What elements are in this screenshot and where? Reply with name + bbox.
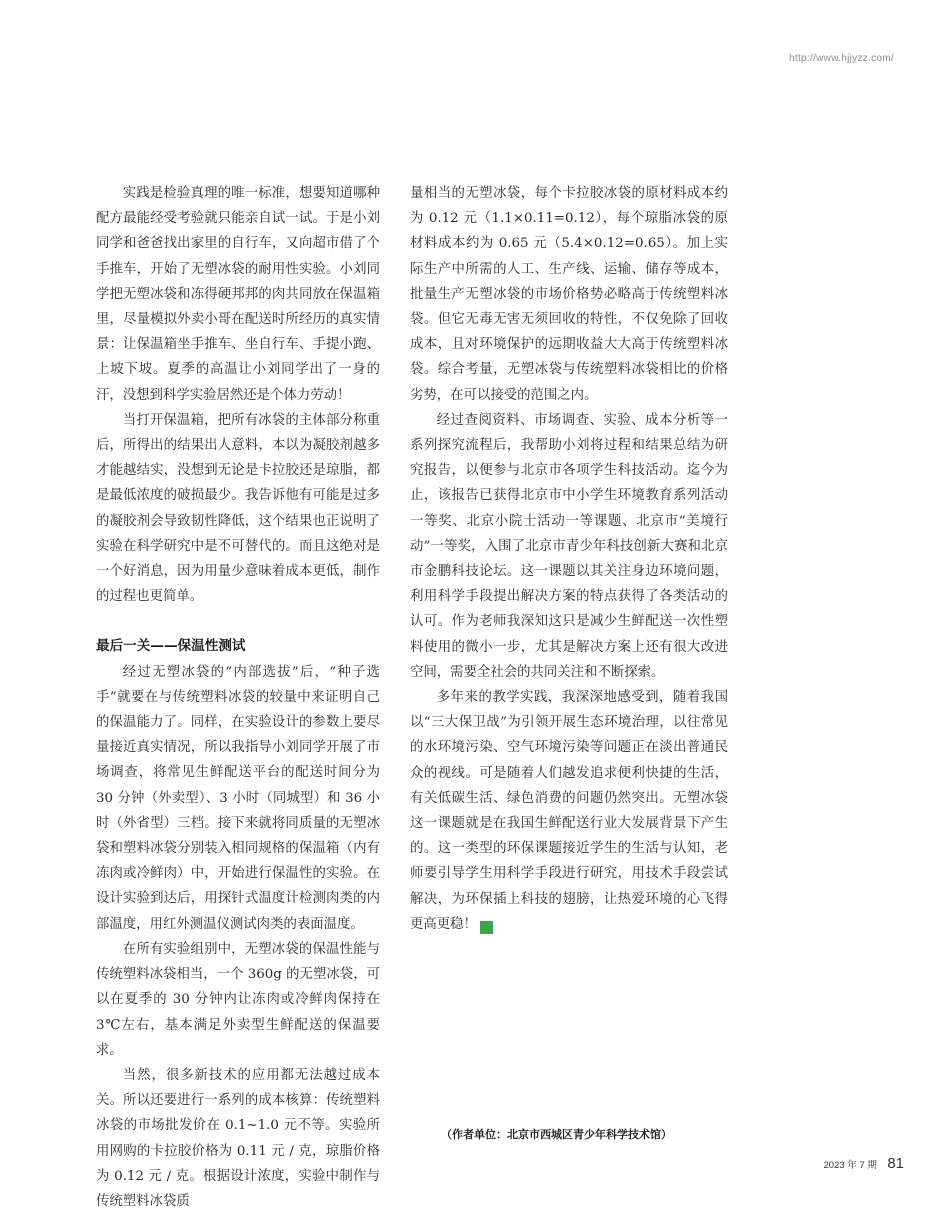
paragraph: 当打开保温箱，把所有冰袋的主体部分称重后，所得出的结果出人意料，本以为凝胶剂越多才能越结实，没想到无论是卡拉胶还是琼脂，都是最低浓度的破损最少。我告诉他有可能是过多的凝胶剂会导致韧性降低，这个结果也正说明了实验在科学研究中是不可替代的。而且这绝对是一个好消息，因为用量少意味着成本更低，制作的过程也更简单。 xyxy=(96,412,380,605)
left-column xyxy=(96,181,380,1214)
paragraph: 经过查阅资料、市场调查、实验、成本分析等一系列探究流程后，我帮助小刘将过程和结果总结为研究报告，以便参与北京市各项学生科技活动。迄今为止，该报告已获得北京市中小学生环境教育系列活动一等奖、北京小院士活动一等课题、北京市“美境行动”一等奖，入围了北京市青少年科技创新大赛和北京市金鹏科技论坛。这一课题以其关注身边环境问题，利用科学手段提出解决方案的特点获得了各类活动的认可。作为老师我深知这只是减少生鲜配送一次性塑料使用的微小一步，尤其是解决方案上还有很大改进空间，需要全社会的共同关注和不断探索。 xyxy=(410,412,728,680)
article-end-icon: E xyxy=(480,921,493,934)
paragraph-continued: 量相当的无塑冰袋，每个卡拉胶冰袋的原材料成本约为 0.12 元（1.1×0.11=0.12），每个琼脂冰袋的原材料成本约为 0.65 元（5.4×0.12=0.65）。加上实际生产中所需的人工、生产线、运输、储存等成本，批量生产无塑冰袋的市场价格势必略高于传统塑料冰袋。但它无毒无害无须回收的特性，不仅免除了回收成本，且对环境保护的远期收益大大高于传统塑料冰袋。综合考量，无塑冰袋与传统塑料冰袋相比的价格劣势，在可以接受的范围之内。 xyxy=(410,186,728,403)
issue-label: 2023 年 7 期 xyxy=(823,1160,877,1171)
paragraph: 经过无塑冰袋的“内部选拔”后，“种子选手”就要在与传统塑料冰袋的较量中来证明自己的保温能力了。同样，在实验设计的参数上要尽量接近真实情况，所以我指导小刘同学开展了市场调查，将常见生鲜配送平台的配送时间分为 30 分钟（外卖型）、3 小时（同城型）和 36 小时（外省型）三档。接下来就将同质量的无塑冰袋和塑料冰袋分别装入相同规格的保温箱（内有冻肉或冷鲜肉）中，开始进行保温性的实验。在设计实验到达后，用探针式温度计检测肉类的内部温度，用红外测温仪测试肉类的表面温度。 xyxy=(96,664,380,932)
right-column xyxy=(410,181,728,937)
page-footer xyxy=(824,1155,904,1173)
paragraph: 当然，很多新技术的应用都无法越过成本关。所以还要进行一系列的成本核算：传统塑料冰袋的市场批发价在 0.1~1.0 元不等。实验所用网购的卡拉胶价格为 0.11 元 / 克，琼脂价格为 0.12 元 / 克。根据设计浓度，实验中制作与传统塑料冰袋质 xyxy=(96,1067,380,1209)
page-number: 81 xyxy=(887,1155,904,1172)
paragraph-text: 多年来的教学实践，我深深地感受到，随着我国以“三大保卫战”为引领开展生态环境治理，以往常见的水环境污染、空气环境污染等问题正在淡出普通民众的视线。可是随着人们越发追求便利快捷的生活，有关低碳生活、绿色消费的问题仍然突出。无塑冰袋这一课题就是在我国生鲜配送行业大发展背景下产生的。这一类型的环保课题接近学生的生活与认知，老师要引导学生用科学手段进行研究，用技术手段尝试解决，为环保插上科技的翅膀，让热爱环境的心飞得更高更稳！ xyxy=(410,690,728,932)
site-url: http://www.hjjyzz.com/ xyxy=(789,53,894,64)
author-affiliation: （作者单位：北京市西城区青少年科学技术馆） xyxy=(441,1128,672,1141)
section-heading: 最后一关——保温性测试 xyxy=(96,638,246,655)
paragraph: 在所有实验组别中，无塑冰袋的保温性能与传统塑料冰袋相当，一个 360g 的无塑冰袋，可以在夏季的 30 分钟内让冻肉或冷鲜肉保持在 3℃左右，基本满足外卖型生鲜配送的保温要求。 xyxy=(96,941,380,1058)
paragraph: 实践是检验真理的唯一标准，想要知道哪种配方最能经受考验就只能亲自试一试。于是小刘同学和爸爸找出家里的自行车，又向超市借了个手推车，开始了无塑冰袋的耐用性实验。小刘同学把无塑冰袋和冻得硬邦邦的肉共同放在保温箱里，尽量模拟外卖小哥在配送时所经历的真实情景：让保温箱坐手推车、坐自行车、手提小跑、上坡下坡。夏季的高温让小刘同学出了一身的汗，没想到科学实验居然还是个体力劳动！ xyxy=(96,186,380,403)
paragraph xyxy=(410,685,728,937)
